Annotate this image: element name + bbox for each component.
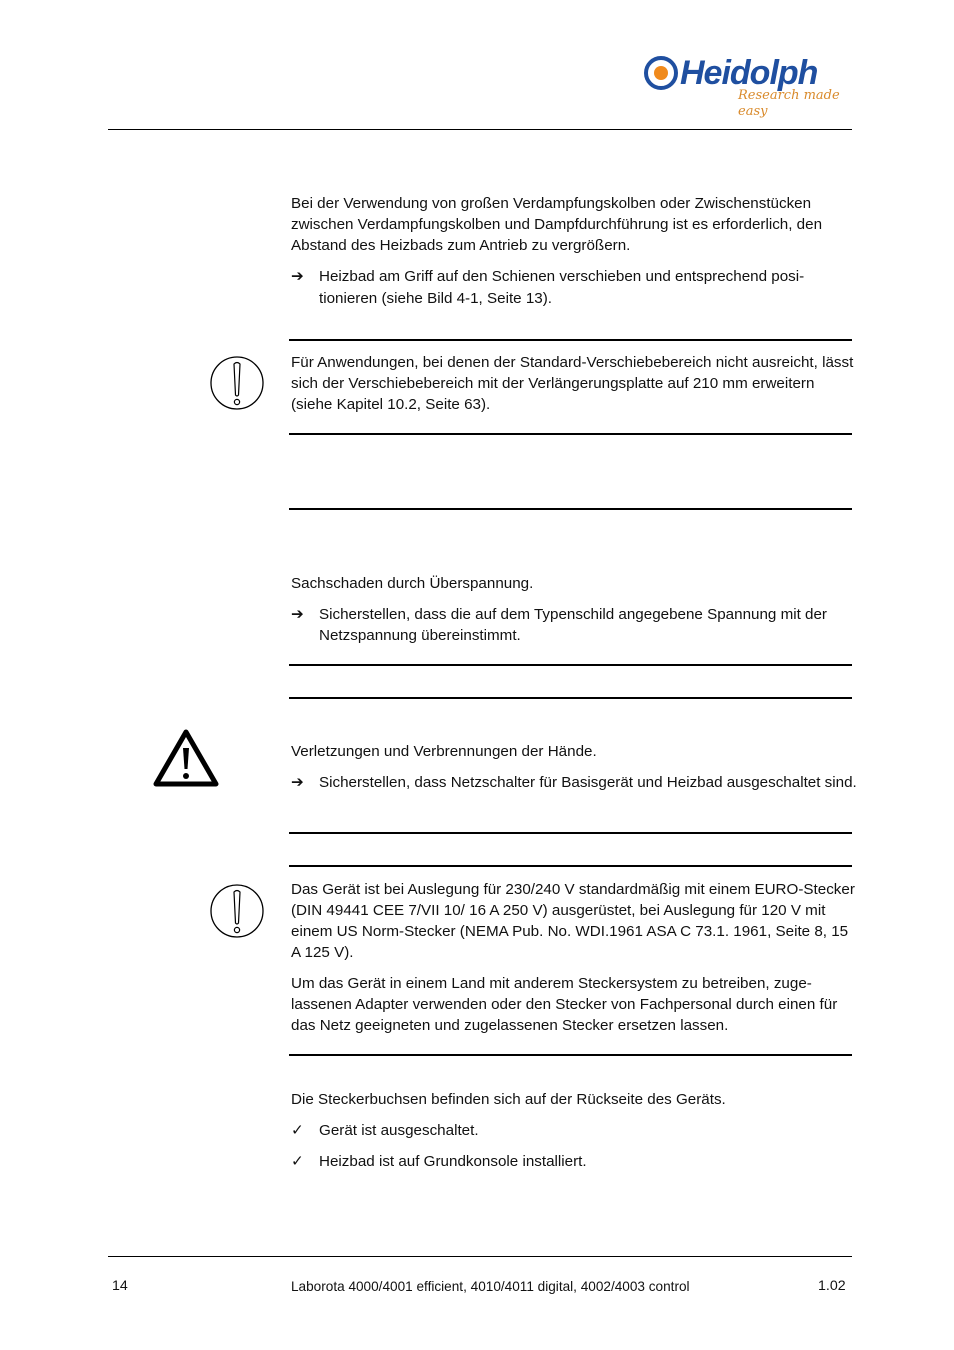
note1-bottom-rule: [289, 433, 852, 435]
caution1-text: Sachschaden durch Überspannung.: [291, 575, 534, 592]
document-version: 1.02: [818, 1278, 846, 1294]
section1-bullet-line1: Heizbad am Griff auf den Schienen verschieben und entsprechend posi-: [319, 268, 805, 285]
check-icon: ✓: [291, 1122, 304, 1139]
section1-bullet: [291, 266, 861, 310]
info-exclamation-icon: [209, 355, 265, 411]
header-divider: [108, 129, 852, 130]
heidolph-logo: [644, 50, 859, 119]
caution1-bullet-text: Sicherstellen, dass die auf dem Typenschild angegebene Spannung mit der Netzspannung übereinstimmt.: [319, 606, 827, 644]
check-item-text: Heizbad ist auf Grundkonsole installiert.: [319, 1153, 587, 1170]
caution1-top-rule: [289, 508, 852, 510]
logo-circle-icon: [644, 56, 678, 90]
caution1-bullet: [291, 604, 861, 648]
check-item-text: Gerät ist ausgeschaltet.: [319, 1122, 479, 1139]
arrow-icon: ➔: [291, 774, 304, 791]
check-item: [291, 1120, 861, 1142]
warning1-bottom-rule: [289, 832, 852, 834]
check-item: [291, 1151, 861, 1173]
warning1-top-rule: [289, 697, 852, 699]
page-number: 14: [112, 1278, 128, 1294]
logo-wordmark: Heidolph: [680, 54, 818, 92]
note2-top-rule: [289, 865, 852, 867]
check-icon: ✓: [291, 1153, 304, 1170]
note2-paragraph1: Das Gerät ist bei Auslegung für 230/240 V standardmäßig mit einem EURO-Stecker (DIN 49441 CEE 7/VII 10/ 16 A 250 V) ausgerüstet, bei Auslegung für 120 V mit einem US Norm-Stecker (NEMA Pub. No. WDI.1961 ASA C 73.1. 1961, Seite 8, 15 A 125 V).: [291, 881, 855, 961]
arrow-icon: ➔: [291, 268, 304, 285]
warning1-bullet-text: Sicherstellen, dass Netzschalter für Basisgerät und Heizbad ausgeschaltet sind.: [319, 774, 857, 791]
connection-paragraph: Die Steckerbuchsen befinden sich auf der Rückseite des Geräts.: [291, 1091, 726, 1108]
section1-paragraph: Bei der Verwendung von großen Verdampfungskolben oder Zwischenstücken zwischen Verdampfungskolben und Dampfdurchführung ist es erforderlich, den Abstand des Heizbads zum Antrieb zu vergrößern.: [291, 195, 823, 254]
warning-triangle-icon: [152, 728, 220, 788]
caution1-bottom-rule: [289, 664, 852, 666]
footer-divider: [108, 1256, 852, 1257]
footer-title: Laborota 4000/4001 efficient, 4010/4011 digital, 4002/4003 control: [291, 1279, 690, 1294]
note2-paragraph2: Um das Gerät in einem Land mit anderem Steckersystem zu betreiben, zuge-lassenen Adapter verwenden oder den Stecker von Fachpersonal durch einen für das Netz geeigneten und zugelassenen Stecker ersetzen lassen.: [291, 975, 838, 1034]
note1-text: Für Anwendungen, bei denen der Standard-Verschiebebereich nicht ausreicht, lässt sich der Verschiebebereich mit der Verlängerungsplatte auf 210 mm erweitern (siehe Kapitel 10.2, Seite 63).: [291, 354, 854, 413]
warning1-bullet: [291, 772, 861, 816]
note1-top-rule: [289, 339, 852, 341]
arrow-icon: ➔: [291, 606, 304, 623]
logo-tagline: Research made easy: [738, 88, 840, 119]
section1-bullet-line2: tionieren (siehe Bild 4-1, Seite 13).: [319, 290, 553, 307]
warning1-text: Verletzungen und Verbrennungen der Hände.: [291, 743, 597, 760]
note2-bottom-rule: [289, 1054, 852, 1056]
info-exclamation-icon: [209, 883, 265, 939]
